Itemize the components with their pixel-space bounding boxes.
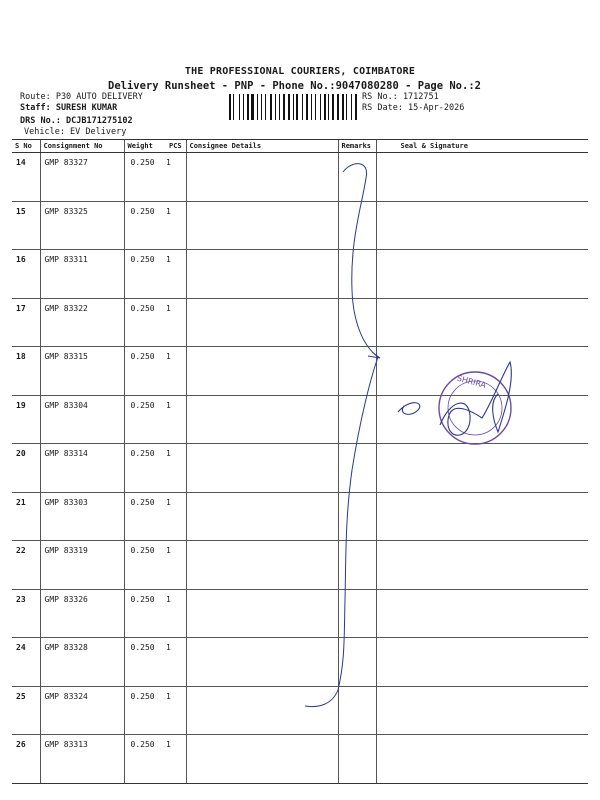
weight-value: 0.250 bbox=[124, 298, 166, 347]
consignment-number: GMP 83313 bbox=[40, 735, 124, 784]
consignee-details-cell bbox=[186, 153, 338, 202]
runsheet-subtitle: Delivery Runsheet - PNP - Phone No.:9047080280 - Page No.:2 bbox=[108, 80, 481, 92]
pcs-value: 1 bbox=[166, 589, 186, 638]
weight-value: 0.250 bbox=[124, 492, 166, 541]
consignment-number: GMP 83326 bbox=[40, 589, 124, 638]
seal-signature-cell bbox=[376, 735, 588, 784]
pcs-value: 1 bbox=[166, 153, 186, 202]
stamp-text: SHRIRA bbox=[455, 373, 487, 391]
consignee-details-cell bbox=[186, 347, 338, 396]
sno: 14 bbox=[12, 153, 40, 202]
remarks-cell bbox=[338, 686, 376, 735]
weight-value: 0.250 bbox=[124, 250, 166, 299]
remarks-cell bbox=[338, 492, 376, 541]
table-row bbox=[12, 638, 588, 687]
consignment-number: GMP 83328 bbox=[40, 638, 124, 687]
sno: 15 bbox=[12, 201, 40, 250]
remarks-cell bbox=[338, 395, 376, 444]
consignee-details-cell bbox=[186, 444, 338, 493]
weight-value: 0.250 bbox=[124, 638, 166, 687]
pcs-value: 1 bbox=[166, 250, 186, 299]
sno: 23 bbox=[12, 589, 40, 638]
sno: 18 bbox=[12, 347, 40, 396]
col-weight: Weight bbox=[124, 140, 166, 153]
weight-value: 0.250 bbox=[124, 541, 166, 590]
table-row bbox=[12, 492, 588, 541]
weight-value: 0.250 bbox=[124, 347, 166, 396]
rs-number: RS No.: 1712751 bbox=[362, 92, 439, 102]
sno: 22 bbox=[12, 541, 40, 590]
pcs-value: 1 bbox=[166, 541, 186, 590]
seal-signature-cell bbox=[376, 541, 588, 590]
table-row bbox=[12, 201, 588, 250]
consignment-number: GMP 83311 bbox=[40, 250, 124, 299]
rs-date: RS Date: 15-Apr-2026 bbox=[362, 103, 465, 113]
drs-number: DRS No.: DCJB171275102 bbox=[20, 116, 133, 126]
table-row bbox=[12, 444, 588, 493]
remarks-cell bbox=[338, 541, 376, 590]
pcs-value: 1 bbox=[166, 201, 186, 250]
col-consignment: Consignment No bbox=[40, 140, 124, 153]
sno: 25 bbox=[12, 686, 40, 735]
pcs-value: 1 bbox=[166, 444, 186, 493]
weight-value: 0.250 bbox=[124, 444, 166, 493]
remarks-cell bbox=[338, 444, 376, 493]
sno: 20 bbox=[12, 444, 40, 493]
consignee-details-cell bbox=[186, 735, 338, 784]
remarks-cell bbox=[338, 638, 376, 687]
consignee-details-cell bbox=[186, 686, 338, 735]
consignment-number: GMP 83319 bbox=[40, 541, 124, 590]
seal-signature-cell bbox=[376, 686, 588, 735]
consignee-details-cell bbox=[186, 638, 338, 687]
table-row bbox=[12, 347, 588, 396]
seal-signature-cell bbox=[376, 347, 588, 396]
consignee-details-cell bbox=[186, 541, 338, 590]
pcs-value: 1 bbox=[166, 686, 186, 735]
sno: 21 bbox=[12, 492, 40, 541]
seal-signature-cell bbox=[376, 153, 588, 202]
remarks-cell bbox=[338, 735, 376, 784]
table-row bbox=[12, 735, 588, 784]
consignment-number: GMP 83315 bbox=[40, 347, 124, 396]
weight-value: 0.250 bbox=[124, 201, 166, 250]
table-row bbox=[12, 250, 588, 299]
remarks-cell bbox=[338, 298, 376, 347]
table-header-row bbox=[12, 140, 588, 153]
seal-signature-cell bbox=[376, 298, 588, 347]
pcs-value: 1 bbox=[166, 298, 186, 347]
seal-signature-cell bbox=[376, 638, 588, 687]
consignment-number: GMP 83324 bbox=[40, 686, 124, 735]
route-label: Route: P30 AUTO DELIVERY bbox=[20, 92, 143, 102]
remarks-cell bbox=[338, 201, 376, 250]
pcs-value: 1 bbox=[166, 638, 186, 687]
col-sno: S No bbox=[12, 140, 40, 153]
consignment-number: GMP 83325 bbox=[40, 201, 124, 250]
table-row bbox=[12, 686, 588, 735]
pcs-value: 1 bbox=[166, 492, 186, 541]
weight-value: 0.250 bbox=[124, 395, 166, 444]
consignment-number: GMP 83327 bbox=[40, 153, 124, 202]
sno: 24 bbox=[12, 638, 40, 687]
weight-value: 0.250 bbox=[124, 735, 166, 784]
pcs-value: 1 bbox=[166, 735, 186, 784]
consignment-number: GMP 83304 bbox=[40, 395, 124, 444]
barcode bbox=[229, 94, 357, 120]
vehicle-label: Vehicle: EV Delivery bbox=[24, 127, 127, 137]
weight-value: 0.250 bbox=[124, 686, 166, 735]
runsheet-table bbox=[12, 139, 588, 784]
remarks-cell bbox=[338, 153, 376, 202]
consignee-details-cell bbox=[186, 589, 338, 638]
consignee-details-cell bbox=[186, 298, 338, 347]
consignment-number: GMP 83314 bbox=[40, 444, 124, 493]
col-consignee: Consignee Details bbox=[186, 140, 338, 153]
seal-signature-cell bbox=[376, 250, 588, 299]
consignee-details-cell bbox=[186, 395, 338, 444]
col-seal-signature: Seal & Signature bbox=[376, 140, 588, 153]
weight-value: 0.250 bbox=[124, 589, 166, 638]
sno: 19 bbox=[12, 395, 40, 444]
sno: 16 bbox=[12, 250, 40, 299]
table-row bbox=[12, 153, 588, 202]
consignee-details-cell bbox=[186, 250, 338, 299]
seal-signature-cell bbox=[376, 395, 588, 444]
sno: 26 bbox=[12, 735, 40, 784]
consignee-details-cell bbox=[186, 201, 338, 250]
pcs-value: 1 bbox=[166, 347, 186, 396]
table-row bbox=[12, 589, 588, 638]
col-pcs: PCS bbox=[166, 140, 186, 153]
pcs-value: 1 bbox=[166, 395, 186, 444]
table-row bbox=[12, 298, 588, 347]
consignment-number: GMP 83322 bbox=[40, 298, 124, 347]
consignment-number: GMP 83303 bbox=[40, 492, 124, 541]
sno: 17 bbox=[12, 298, 40, 347]
seal-signature-cell bbox=[376, 492, 588, 541]
col-remarks: Remarks bbox=[338, 140, 376, 153]
remarks-cell bbox=[338, 347, 376, 396]
seal-signature-cell bbox=[376, 589, 588, 638]
table-row bbox=[12, 395, 588, 444]
runsheet-title: THE PROFESSIONAL COURIERS, COIMBATORE bbox=[184, 66, 416, 77]
seal-signature-cell bbox=[376, 201, 588, 250]
seal-signature-cell bbox=[376, 444, 588, 493]
consignee-details-cell bbox=[186, 492, 338, 541]
remarks-cell bbox=[338, 589, 376, 638]
table-row bbox=[12, 541, 588, 590]
staff-label: Staff: SURESH KUMAR bbox=[20, 103, 118, 113]
remarks-cell bbox=[338, 250, 376, 299]
weight-value: 0.250 bbox=[124, 153, 166, 202]
